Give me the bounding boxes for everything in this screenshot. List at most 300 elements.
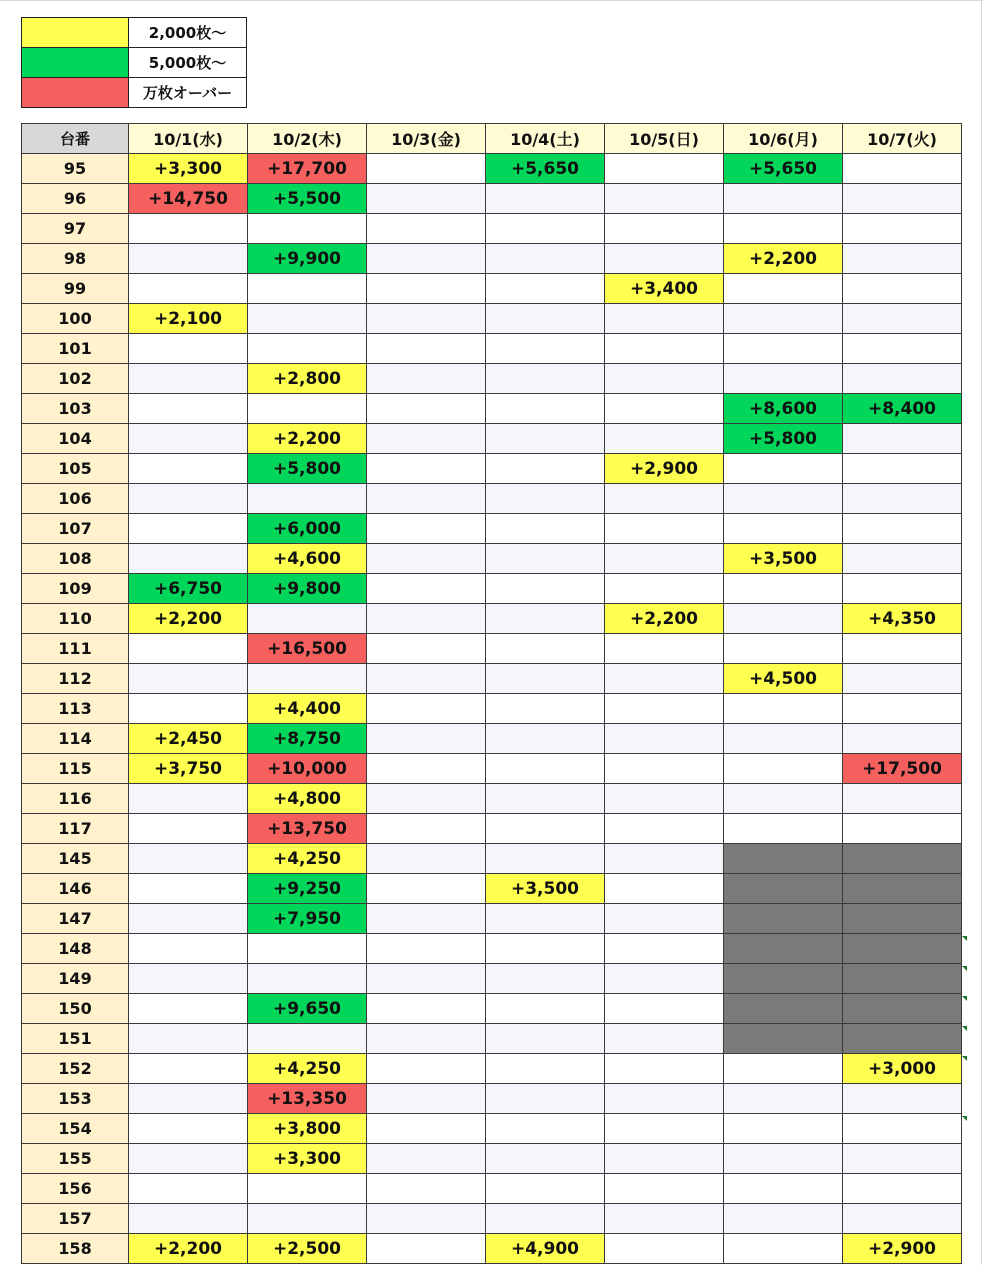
- result-cell[interactable]: [367, 244, 486, 274]
- result-cell[interactable]: [367, 454, 486, 484]
- result-cell[interactable]: +4,900: [486, 1234, 605, 1264]
- machine-number-cell[interactable]: 96: [22, 184, 129, 214]
- result-cell[interactable]: [248, 964, 367, 994]
- result-cell[interactable]: +2,200: [248, 424, 367, 454]
- result-cell[interactable]: [367, 1024, 486, 1054]
- machine-number-cell[interactable]: 113: [22, 694, 129, 724]
- result-cell[interactable]: [724, 874, 843, 904]
- result-cell[interactable]: +14,750: [129, 184, 248, 214]
- result-cell[interactable]: [486, 664, 605, 694]
- result-cell[interactable]: [724, 784, 843, 814]
- machine-number-cell[interactable]: 157: [22, 1204, 129, 1234]
- machine-number-cell[interactable]: 117: [22, 814, 129, 844]
- machine-number-cell[interactable]: 151: [22, 1024, 129, 1054]
- result-cell[interactable]: +2,500: [248, 1234, 367, 1264]
- column-header-date[interactable]: 10/3(金): [367, 124, 486, 154]
- result-cell[interactable]: [605, 994, 724, 1024]
- result-cell[interactable]: [129, 784, 248, 814]
- result-cell[interactable]: [367, 184, 486, 214]
- result-cell[interactable]: [843, 424, 962, 454]
- result-cell[interactable]: [724, 274, 843, 304]
- result-cell[interactable]: [724, 364, 843, 394]
- result-cell[interactable]: +2,900: [843, 1234, 962, 1264]
- result-cell[interactable]: [486, 784, 605, 814]
- column-header-date[interactable]: 10/4(土): [486, 124, 605, 154]
- result-cell[interactable]: [367, 904, 486, 934]
- result-cell[interactable]: [843, 874, 962, 904]
- machine-number-cell[interactable]: 97: [22, 214, 129, 244]
- machine-number-cell[interactable]: 153: [22, 1084, 129, 1114]
- machine-number-cell[interactable]: 149: [22, 964, 129, 994]
- result-cell[interactable]: [605, 844, 724, 874]
- machine-number-cell[interactable]: 148: [22, 934, 129, 964]
- result-cell[interactable]: +2,200: [129, 604, 248, 634]
- result-cell[interactable]: [605, 154, 724, 184]
- result-cell[interactable]: [843, 334, 962, 364]
- result-cell[interactable]: [486, 1084, 605, 1114]
- result-cell[interactable]: [248, 304, 367, 334]
- result-cell[interactable]: [843, 214, 962, 244]
- result-cell[interactable]: [843, 244, 962, 274]
- result-cell[interactable]: +8,400: [843, 394, 962, 424]
- result-cell[interactable]: +2,100: [129, 304, 248, 334]
- result-cell[interactable]: [486, 814, 605, 844]
- result-cell[interactable]: +3,750: [129, 754, 248, 784]
- machine-number-cell[interactable]: 152: [22, 1054, 129, 1084]
- result-cell[interactable]: +2,900: [605, 454, 724, 484]
- result-cell[interactable]: [248, 664, 367, 694]
- result-cell[interactable]: [724, 1084, 843, 1114]
- result-cell[interactable]: +5,650: [486, 154, 605, 184]
- result-cell[interactable]: [367, 814, 486, 844]
- result-cell[interactable]: [605, 694, 724, 724]
- result-cell[interactable]: [843, 844, 962, 874]
- result-cell[interactable]: [605, 754, 724, 784]
- result-cell[interactable]: +3,000: [843, 1054, 962, 1084]
- machine-number-cell[interactable]: 105: [22, 454, 129, 484]
- result-cell[interactable]: [367, 694, 486, 724]
- result-cell[interactable]: [486, 724, 605, 754]
- column-header-date[interactable]: 10/6(月): [724, 124, 843, 154]
- result-cell[interactable]: +5,500: [248, 184, 367, 214]
- column-header-date[interactable]: 10/7(火): [843, 124, 962, 154]
- result-cell[interactable]: [843, 514, 962, 544]
- result-cell[interactable]: [129, 1084, 248, 1114]
- result-cell[interactable]: [129, 994, 248, 1024]
- result-cell[interactable]: [248, 334, 367, 364]
- result-cell[interactable]: [486, 364, 605, 394]
- machine-number-cell[interactable]: 114: [22, 724, 129, 754]
- result-cell[interactable]: [248, 934, 367, 964]
- machine-number-cell[interactable]: 145: [22, 844, 129, 874]
- result-cell[interactable]: [486, 574, 605, 604]
- result-cell[interactable]: [605, 364, 724, 394]
- result-cell[interactable]: [843, 184, 962, 214]
- result-cell[interactable]: +4,600: [248, 544, 367, 574]
- result-cell[interactable]: [605, 784, 724, 814]
- result-cell[interactable]: +4,250: [248, 844, 367, 874]
- column-header-machine-number[interactable]: 台番: [22, 124, 129, 154]
- result-cell[interactable]: [129, 1144, 248, 1174]
- column-header-date[interactable]: 10/2(木): [248, 124, 367, 154]
- result-cell[interactable]: [605, 1024, 724, 1054]
- result-cell[interactable]: [605, 484, 724, 514]
- result-cell[interactable]: [367, 994, 486, 1024]
- machine-number-cell[interactable]: 146: [22, 874, 129, 904]
- machine-number-cell[interactable]: 112: [22, 664, 129, 694]
- result-cell[interactable]: [129, 664, 248, 694]
- machine-number-cell[interactable]: 155: [22, 1144, 129, 1174]
- machine-number-cell[interactable]: 110: [22, 604, 129, 634]
- result-cell[interactable]: [367, 1234, 486, 1264]
- machine-number-cell[interactable]: 103: [22, 394, 129, 424]
- result-cell[interactable]: [486, 304, 605, 334]
- result-cell[interactable]: [486, 274, 605, 304]
- result-cell[interactable]: +9,900: [248, 244, 367, 274]
- result-cell[interactable]: [843, 154, 962, 184]
- result-cell[interactable]: [724, 334, 843, 364]
- machine-number-cell[interactable]: 108: [22, 544, 129, 574]
- result-cell[interactable]: [367, 784, 486, 814]
- machine-number-cell[interactable]: 154: [22, 1114, 129, 1144]
- result-cell[interactable]: [605, 424, 724, 454]
- result-cell[interactable]: [367, 1054, 486, 1084]
- result-cell[interactable]: [129, 964, 248, 994]
- result-cell[interactable]: [843, 454, 962, 484]
- result-cell[interactable]: +10,000: [248, 754, 367, 784]
- result-cell[interactable]: [724, 574, 843, 604]
- result-cell[interactable]: +17,500: [843, 754, 962, 784]
- result-cell[interactable]: [486, 1024, 605, 1054]
- result-cell[interactable]: [367, 364, 486, 394]
- result-cell[interactable]: [129, 934, 248, 964]
- result-cell[interactable]: [367, 514, 486, 544]
- result-cell[interactable]: [843, 274, 962, 304]
- result-cell[interactable]: +3,300: [248, 1144, 367, 1174]
- machine-number-cell[interactable]: 115: [22, 754, 129, 784]
- result-cell[interactable]: [129, 334, 248, 364]
- result-cell[interactable]: +2,200: [605, 604, 724, 634]
- result-cell[interactable]: [724, 814, 843, 844]
- result-cell[interactable]: [367, 934, 486, 964]
- result-cell[interactable]: [129, 844, 248, 874]
- result-cell[interactable]: [843, 904, 962, 934]
- result-cell[interactable]: [724, 1054, 843, 1084]
- result-cell[interactable]: [843, 1084, 962, 1114]
- result-cell[interactable]: [486, 544, 605, 574]
- result-cell[interactable]: [843, 964, 962, 994]
- machine-number-cell[interactable]: 99: [22, 274, 129, 304]
- result-cell[interactable]: [367, 154, 486, 184]
- result-cell[interactable]: +7,950: [248, 904, 367, 934]
- result-cell[interactable]: +16,500: [248, 634, 367, 664]
- result-cell[interactable]: [486, 844, 605, 874]
- result-cell[interactable]: [129, 244, 248, 274]
- result-cell[interactable]: [486, 964, 605, 994]
- result-cell[interactable]: [724, 514, 843, 544]
- result-cell[interactable]: [724, 1174, 843, 1204]
- result-cell[interactable]: [724, 724, 843, 754]
- result-cell[interactable]: [486, 604, 605, 634]
- result-cell[interactable]: [367, 1114, 486, 1144]
- result-cell[interactable]: [486, 904, 605, 934]
- result-cell[interactable]: [486, 484, 605, 514]
- result-cell[interactable]: [605, 1234, 724, 1264]
- result-cell[interactable]: [843, 724, 962, 754]
- result-cell[interactable]: [486, 424, 605, 454]
- result-cell[interactable]: [486, 634, 605, 664]
- result-cell[interactable]: [248, 484, 367, 514]
- result-cell[interactable]: +3,800: [248, 1114, 367, 1144]
- result-cell[interactable]: +8,750: [248, 724, 367, 754]
- result-cell[interactable]: [129, 364, 248, 394]
- result-cell[interactable]: [605, 544, 724, 574]
- result-cell[interactable]: [605, 514, 724, 544]
- result-cell[interactable]: [605, 934, 724, 964]
- result-cell[interactable]: [724, 184, 843, 214]
- result-cell[interactable]: [724, 304, 843, 334]
- result-cell[interactable]: [486, 934, 605, 964]
- result-cell[interactable]: [843, 784, 962, 814]
- result-cell[interactable]: [843, 364, 962, 394]
- result-cell[interactable]: +4,250: [248, 1054, 367, 1084]
- result-cell[interactable]: [486, 394, 605, 424]
- result-cell[interactable]: [367, 304, 486, 334]
- result-cell[interactable]: +5,800: [724, 424, 843, 454]
- machine-number-cell[interactable]: 109: [22, 574, 129, 604]
- result-cell[interactable]: [843, 304, 962, 334]
- machine-number-cell[interactable]: 98: [22, 244, 129, 274]
- result-cell[interactable]: [129, 424, 248, 454]
- result-cell[interactable]: +13,350: [248, 1084, 367, 1114]
- result-cell[interactable]: [248, 604, 367, 634]
- result-cell[interactable]: [605, 964, 724, 994]
- result-cell[interactable]: +9,650: [248, 994, 367, 1024]
- machine-number-cell[interactable]: 158: [22, 1234, 129, 1264]
- result-cell[interactable]: [724, 934, 843, 964]
- result-cell[interactable]: [724, 484, 843, 514]
- result-cell[interactable]: [605, 214, 724, 244]
- machine-number-cell[interactable]: 101: [22, 334, 129, 364]
- result-cell[interactable]: +6,000: [248, 514, 367, 544]
- result-cell[interactable]: [843, 694, 962, 724]
- result-cell[interactable]: [129, 544, 248, 574]
- result-cell[interactable]: [724, 1204, 843, 1234]
- result-cell[interactable]: [724, 994, 843, 1024]
- result-cell[interactable]: [367, 274, 486, 304]
- result-cell[interactable]: [843, 1204, 962, 1234]
- result-cell[interactable]: [367, 724, 486, 754]
- result-cell[interactable]: +5,800: [248, 454, 367, 484]
- result-cell[interactable]: [367, 214, 486, 244]
- result-cell[interactable]: [724, 1024, 843, 1054]
- result-cell[interactable]: [605, 244, 724, 274]
- result-cell[interactable]: +8,600: [724, 394, 843, 424]
- result-cell[interactable]: [248, 1174, 367, 1204]
- machine-number-cell[interactable]: 102: [22, 364, 129, 394]
- result-cell[interactable]: [367, 544, 486, 574]
- result-cell[interactable]: +2,800: [248, 364, 367, 394]
- machine-number-cell[interactable]: 150: [22, 994, 129, 1024]
- result-cell[interactable]: [605, 1114, 724, 1144]
- result-cell[interactable]: [486, 1054, 605, 1084]
- result-cell[interactable]: [605, 184, 724, 214]
- result-cell[interactable]: [129, 274, 248, 304]
- result-cell[interactable]: +4,400: [248, 694, 367, 724]
- result-cell[interactable]: [843, 1114, 962, 1144]
- result-cell[interactable]: [843, 1144, 962, 1174]
- result-cell[interactable]: [605, 904, 724, 934]
- result-cell[interactable]: +3,500: [724, 544, 843, 574]
- result-cell[interactable]: +3,500: [486, 874, 605, 904]
- result-cell[interactable]: [248, 1204, 367, 1234]
- result-cell[interactable]: +4,500: [724, 664, 843, 694]
- result-cell[interactable]: [248, 1024, 367, 1054]
- result-cell[interactable]: +4,800: [248, 784, 367, 814]
- result-cell[interactable]: +3,300: [129, 154, 248, 184]
- result-cell[interactable]: [486, 754, 605, 784]
- result-cell[interactable]: +3,400: [605, 274, 724, 304]
- result-cell[interactable]: [724, 904, 843, 934]
- result-cell[interactable]: [724, 1114, 843, 1144]
- result-cell[interactable]: [129, 874, 248, 904]
- result-cell[interactable]: [129, 484, 248, 514]
- result-cell[interactable]: [843, 544, 962, 574]
- result-cell[interactable]: [605, 1054, 724, 1084]
- machine-number-cell[interactable]: 156: [22, 1174, 129, 1204]
- result-cell[interactable]: [605, 724, 724, 754]
- result-cell[interactable]: [724, 1234, 843, 1264]
- result-cell[interactable]: +2,450: [129, 724, 248, 754]
- result-cell[interactable]: [367, 484, 486, 514]
- result-cell[interactable]: [367, 664, 486, 694]
- result-cell[interactable]: [129, 904, 248, 934]
- result-cell[interactable]: [843, 664, 962, 694]
- result-cell[interactable]: [605, 334, 724, 364]
- result-cell[interactable]: [843, 934, 962, 964]
- result-cell[interactable]: [129, 814, 248, 844]
- result-cell[interactable]: [486, 244, 605, 274]
- result-cell[interactable]: [724, 634, 843, 664]
- result-cell[interactable]: [605, 1204, 724, 1234]
- result-cell[interactable]: +13,750: [248, 814, 367, 844]
- result-cell[interactable]: +9,800: [248, 574, 367, 604]
- column-header-date[interactable]: 10/1(水): [129, 124, 248, 154]
- result-cell[interactable]: +17,700: [248, 154, 367, 184]
- result-cell[interactable]: [367, 1084, 486, 1114]
- result-cell[interactable]: [486, 514, 605, 544]
- result-cell[interactable]: +2,200: [129, 1234, 248, 1264]
- result-cell[interactable]: [486, 994, 605, 1024]
- result-cell[interactable]: [367, 334, 486, 364]
- result-cell[interactable]: [605, 1144, 724, 1174]
- column-header-date[interactable]: 10/5(日): [605, 124, 724, 154]
- result-cell[interactable]: [129, 514, 248, 544]
- result-cell[interactable]: [843, 574, 962, 604]
- result-cell[interactable]: [129, 214, 248, 244]
- result-cell[interactable]: [129, 634, 248, 664]
- result-cell[interactable]: [843, 484, 962, 514]
- result-cell[interactable]: [367, 964, 486, 994]
- result-cell[interactable]: [605, 634, 724, 664]
- result-cell[interactable]: [605, 394, 724, 424]
- result-cell[interactable]: [367, 1204, 486, 1234]
- machine-number-cell[interactable]: 107: [22, 514, 129, 544]
- result-cell[interactable]: [724, 754, 843, 784]
- result-cell[interactable]: [724, 964, 843, 994]
- result-cell[interactable]: [367, 844, 486, 874]
- result-cell[interactable]: [486, 334, 605, 364]
- result-cell[interactable]: [248, 214, 367, 244]
- result-cell[interactable]: [248, 394, 367, 424]
- result-cell[interactable]: [843, 994, 962, 1024]
- result-cell[interactable]: [129, 1204, 248, 1234]
- result-cell[interactable]: [486, 454, 605, 484]
- result-cell[interactable]: [605, 1084, 724, 1114]
- result-cell[interactable]: +9,250: [248, 874, 367, 904]
- result-cell[interactable]: [843, 1024, 962, 1054]
- result-cell[interactable]: [129, 1174, 248, 1204]
- result-cell[interactable]: [724, 214, 843, 244]
- result-cell[interactable]: [367, 394, 486, 424]
- result-cell[interactable]: [129, 454, 248, 484]
- result-cell[interactable]: [724, 844, 843, 874]
- result-cell[interactable]: [843, 814, 962, 844]
- result-cell[interactable]: +4,350: [843, 604, 962, 634]
- machine-number-cell[interactable]: 100: [22, 304, 129, 334]
- result-cell[interactable]: [129, 1114, 248, 1144]
- result-cell[interactable]: [605, 574, 724, 604]
- result-cell[interactable]: [129, 1024, 248, 1054]
- result-cell[interactable]: [486, 1174, 605, 1204]
- result-cell[interactable]: [843, 634, 962, 664]
- result-cell[interactable]: [129, 394, 248, 424]
- result-cell[interactable]: [367, 574, 486, 604]
- result-cell[interactable]: [367, 634, 486, 664]
- result-cell[interactable]: +2,200: [724, 244, 843, 274]
- machine-number-cell[interactable]: 147: [22, 904, 129, 934]
- result-cell[interactable]: [605, 1174, 724, 1204]
- result-cell[interactable]: [367, 754, 486, 784]
- result-cell[interactable]: [843, 1174, 962, 1204]
- result-cell[interactable]: [129, 1054, 248, 1084]
- result-cell[interactable]: [486, 1114, 605, 1144]
- machine-number-cell[interactable]: 106: [22, 484, 129, 514]
- result-cell[interactable]: [605, 664, 724, 694]
- machine-number-cell[interactable]: 95: [22, 154, 129, 184]
- result-cell[interactable]: [486, 1144, 605, 1174]
- result-cell[interactable]: [486, 694, 605, 724]
- result-cell[interactable]: +6,750: [129, 574, 248, 604]
- machine-number-cell[interactable]: 116: [22, 784, 129, 814]
- result-cell[interactable]: [129, 694, 248, 724]
- machine-number-cell[interactable]: 111: [22, 634, 129, 664]
- result-cell[interactable]: [605, 874, 724, 904]
- result-cell[interactable]: [367, 874, 486, 904]
- result-cell[interactable]: [367, 424, 486, 454]
- result-cell[interactable]: [367, 1174, 486, 1204]
- result-cell[interactable]: [605, 814, 724, 844]
- machine-number-cell[interactable]: 104: [22, 424, 129, 454]
- result-cell[interactable]: [486, 214, 605, 244]
- result-cell[interactable]: [248, 274, 367, 304]
- result-cell[interactable]: [367, 1144, 486, 1174]
- result-cell[interactable]: [605, 304, 724, 334]
- result-cell[interactable]: [724, 694, 843, 724]
- result-cell[interactable]: [367, 604, 486, 634]
- result-cell[interactable]: [724, 1144, 843, 1174]
- result-cell[interactable]: [486, 1204, 605, 1234]
